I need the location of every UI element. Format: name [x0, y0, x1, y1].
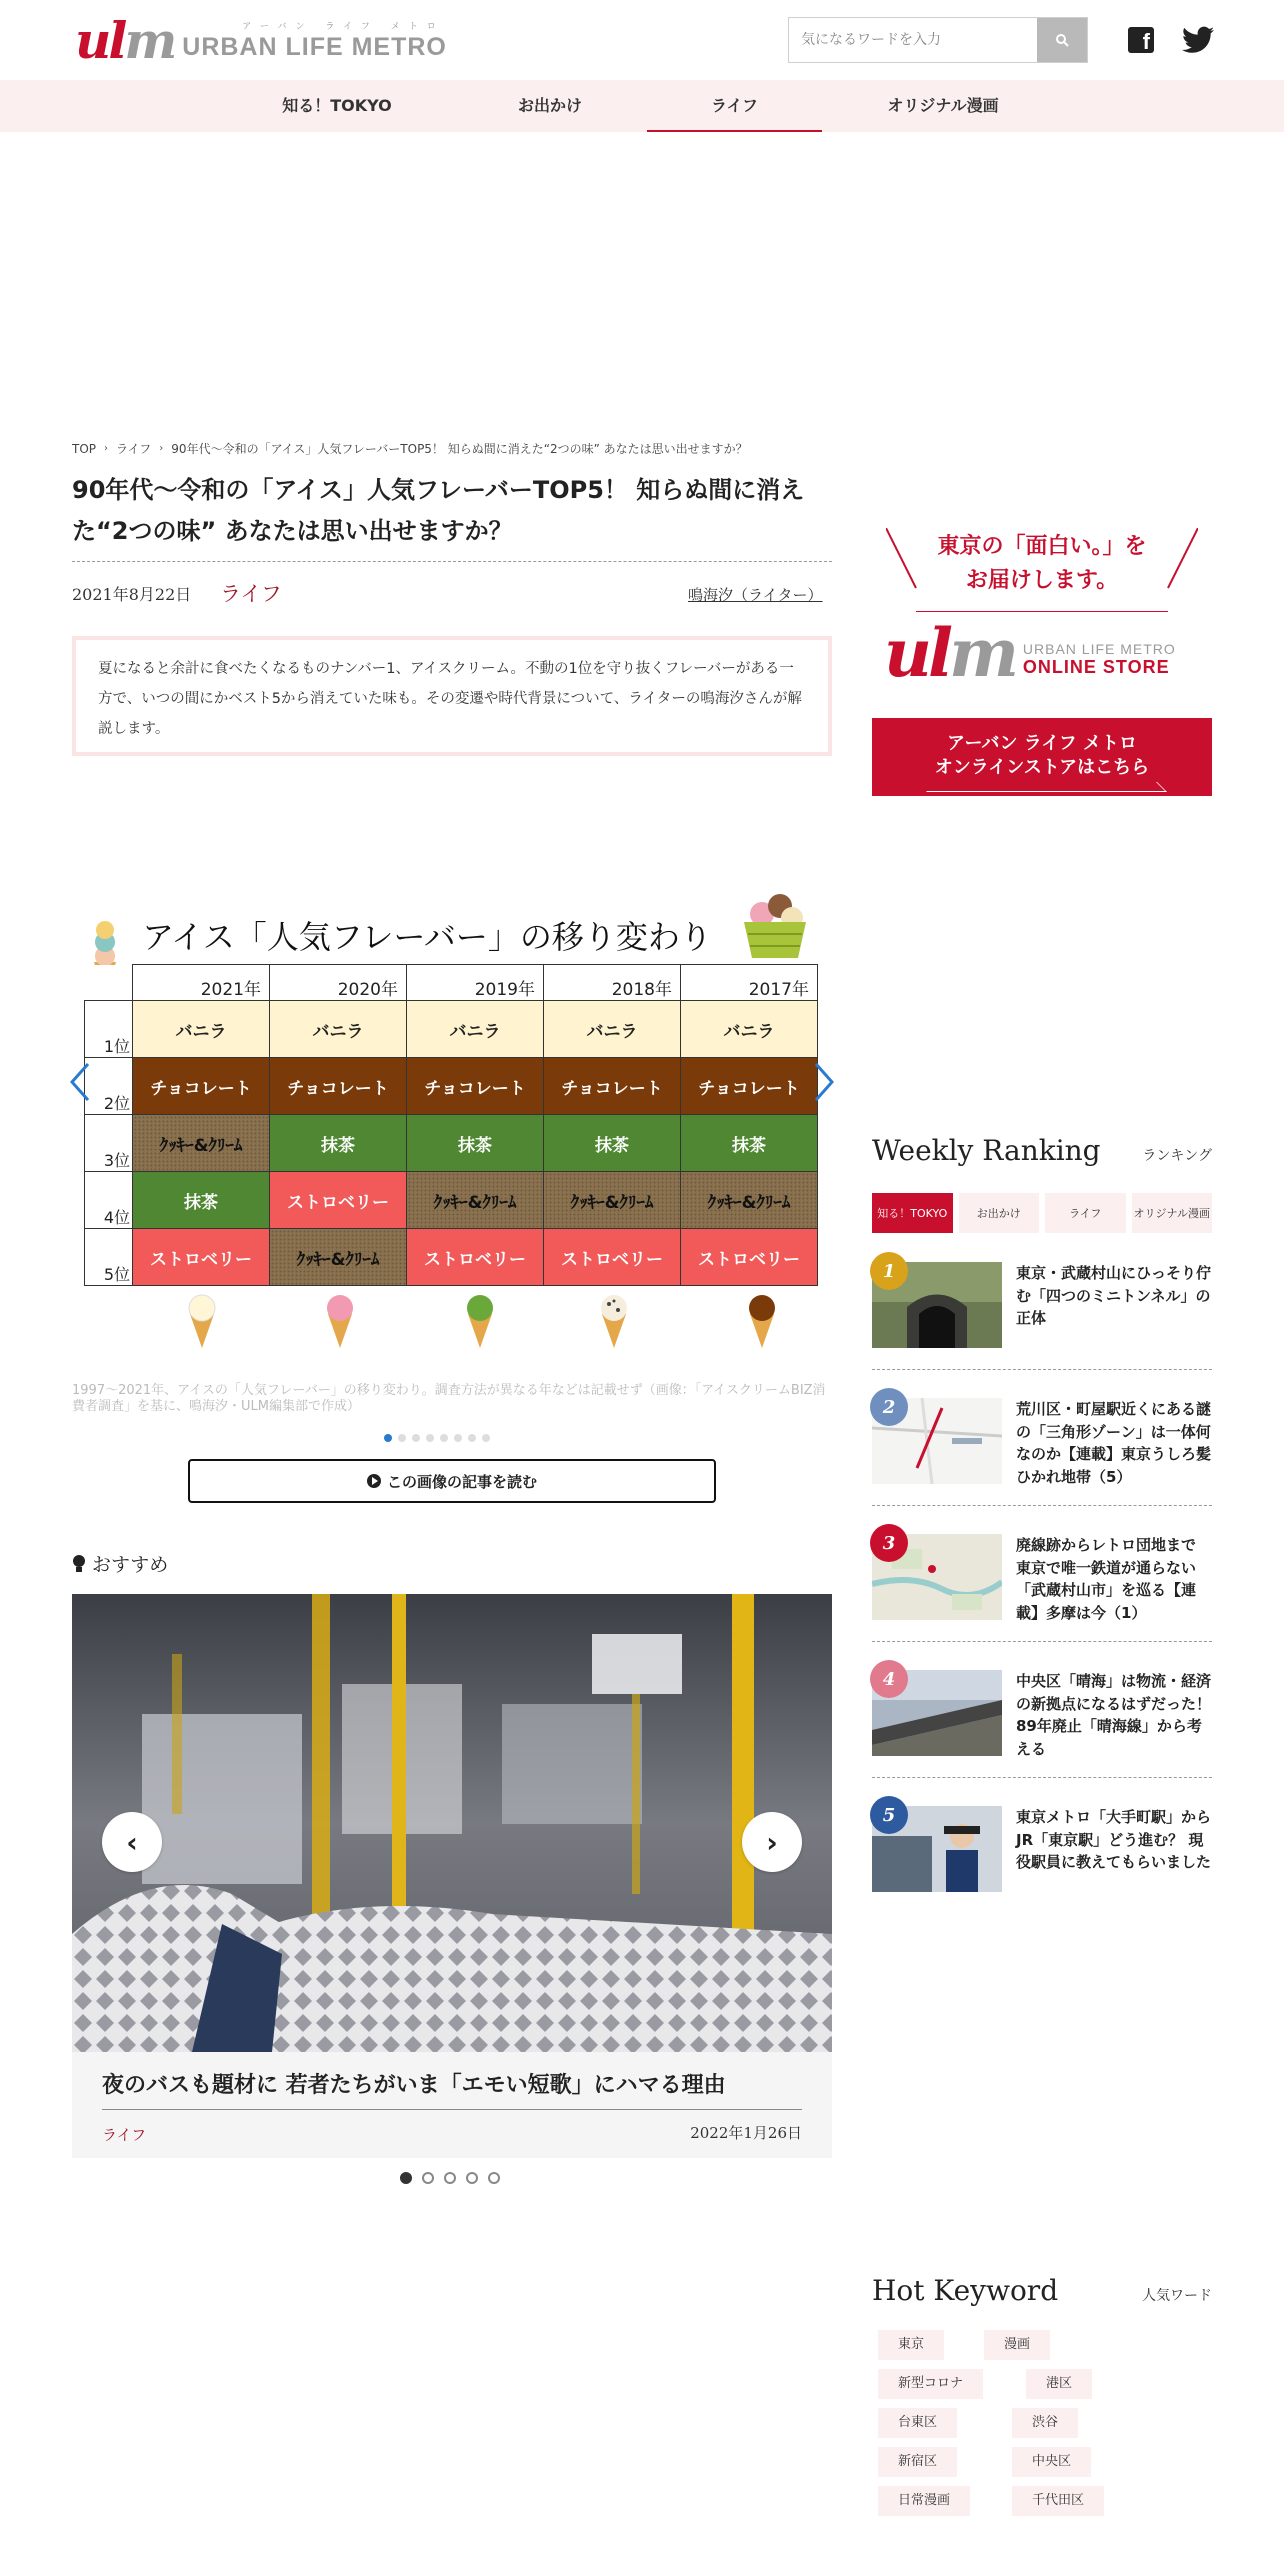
flavor-cell: バニラ — [133, 1001, 270, 1058]
year-header: 2019年 — [407, 965, 544, 1001]
flavor-cell: 抹茶 — [407, 1115, 544, 1172]
ranking-title[interactable]: 東京・武蔵村山にひっそり佇む「四つのミニトンネル」の正体 — [1016, 1264, 1212, 1327]
read-image-article-button[interactable] — [188, 1459, 716, 1503]
rank-label: 2位 — [85, 1058, 133, 1115]
rank-number: 3 — [870, 1524, 908, 1562]
table-header-row — [85, 965, 818, 1001]
keyword-tag[interactable]: 台東区 — [878, 2408, 957, 2438]
site-logo[interactable] — [75, 11, 447, 70]
ranking-title[interactable]: 中央区「晴海」は物流・経済の新拠点になるはずだった！ 89年廃止「晴海線」から考える — [1016, 1672, 1212, 1758]
carousel-dot[interactable] — [384, 1434, 392, 1442]
logo-mark: ulm — [75, 11, 175, 70]
search-input[interactable] — [789, 18, 1037, 62]
online-store-button[interactable] — [872, 718, 1212, 796]
rank-label: 3位 — [85, 1115, 133, 1172]
strawberry-cone-icon — [320, 1292, 360, 1350]
ranking-item[interactable] — [872, 1250, 1212, 1370]
carousel-dot[interactable] — [422, 2172, 434, 2184]
chevron-left-icon: ‹ — [126, 1825, 138, 1859]
flavor-cell: 抹茶 — [681, 1115, 818, 1172]
flavor-cell: バニラ — [407, 1001, 544, 1058]
table-row — [85, 1172, 818, 1229]
ranking-item[interactable] — [872, 1386, 1212, 1506]
carousel-dot[interactable] — [426, 1434, 434, 1442]
rank-label: 4位 — [85, 1172, 133, 1229]
year-header: 2017年 — [681, 965, 818, 1001]
arrow-underline-icon — [917, 782, 1167, 792]
flavor-cell: バニラ — [681, 1001, 818, 1058]
ranking-tab-life[interactable]: ライフ — [1045, 1193, 1126, 1233]
flavor-cell: ｸｯｷｰ&ｸﾘｰﾑ — [407, 1172, 544, 1229]
flavor-cell: ストロベリー — [544, 1229, 681, 1286]
ranking-tab-odekake[interactable]: お出かけ — [959, 1193, 1040, 1233]
carousel-dot[interactable] — [482, 1434, 490, 1442]
recommend-photo — [72, 1594, 832, 2052]
chocolate-cone-icon — [742, 1292, 782, 1350]
ranking-item[interactable] — [872, 1522, 1212, 1642]
recommend-carousel-dots — [400, 2172, 500, 2184]
flavor-cell: 抹茶 — [270, 1115, 407, 1172]
flavor-ranking-table — [84, 964, 818, 1286]
online-store-ad[interactable] — [872, 520, 1212, 800]
carousel-dot[interactable] — [400, 2172, 412, 2184]
carousel-dot[interactable] — [412, 1434, 420, 1442]
keyword-heading — [872, 2274, 1212, 2307]
article-date: 2021年8月22日 — [72, 585, 192, 604]
recommend-category[interactable]: ライフ — [102, 2126, 147, 2144]
carousel-dot[interactable] — [444, 2172, 456, 2184]
keyword-tag[interactable]: 漫画 — [984, 2330, 1050, 2360]
flavor-cell: ストロベリー — [681, 1229, 818, 1286]
article-category-link[interactable]: ライフ — [220, 582, 282, 606]
flavor-cell: バニラ — [270, 1001, 407, 1058]
flavor-cell: バニラ — [544, 1001, 681, 1058]
article-image — [72, 880, 832, 1300]
table-row — [85, 1229, 818, 1286]
recommend-heading — [72, 1550, 168, 1577]
ranking-item[interactable] — [872, 1794, 1212, 1914]
ranking-title[interactable]: 東京メトロ「大手町駅」からJR「東京駅」どう進む？ 現役駅員に教えてもらいました — [1016, 1808, 1212, 1871]
ranking-item[interactable] — [872, 1658, 1212, 1778]
rank-label: 1位 — [85, 1001, 133, 1058]
lightbulb-icon — [72, 1554, 86, 1574]
vanilla-cone-icon — [182, 1292, 222, 1350]
flavor-cell: チョコレート — [681, 1058, 818, 1115]
breadcrumb-top[interactable]: TOP — [72, 441, 97, 456]
figure-title: アイス「人気フレーバー」の移り変わり — [142, 918, 712, 956]
read-button-label: この画像の記事を読む — [386, 1472, 537, 1491]
nav-item-odekake[interactable]: お出かけ — [517, 96, 582, 115]
table-row — [85, 1001, 818, 1058]
store-copy-line1: 東京の「面白い。」を — [937, 534, 1147, 559]
bus-interior-photo — [72, 1594, 832, 2052]
nav-item-shiru-tokyo[interactable]: 知る！TOKYO — [282, 96, 392, 115]
year-header: 2020年 — [270, 965, 407, 1001]
search-box — [788, 17, 1088, 63]
store-logo-line1: URBAN LIFE METRO — [1022, 641, 1176, 657]
ranking-heading — [872, 1134, 1212, 1167]
flavor-cell: ｸｯｷｰ&ｸﾘｰﾑ — [133, 1115, 270, 1172]
keyword-tag[interactable]: 日常漫画 — [878, 2486, 970, 2516]
chevron-right-icon: › — [104, 443, 109, 454]
breadcrumb — [72, 440, 748, 457]
year-header: 2021年 — [133, 965, 270, 1001]
store-button-line2: オンラインストアはこちら — [934, 757, 1150, 778]
logo-name: URBAN LIFE METRO — [182, 33, 447, 61]
keyword-tag[interactable]: 港区 — [1026, 2369, 1092, 2399]
table-row — [85, 1058, 818, 1115]
keyword-heading-en: Hot Keyword — [872, 2274, 1059, 2307]
recommend-date: 2022年1月26日 — [690, 2124, 802, 2142]
ranking-heading-en: Weekly Ranking — [872, 1134, 1101, 1167]
site-header — [0, 0, 1284, 80]
ranking-tab-original-manga[interactable]: オリジナル漫画 — [1132, 1193, 1213, 1233]
flavor-cell: ｸｯｷｰ&ｸﾘｰﾑ — [270, 1229, 407, 1286]
keyword-tag[interactable]: 渋谷 — [1012, 2408, 1078, 2438]
ranking-title[interactable]: 荒川区・町屋駅近くにある謎の「三角形ゾーン」は一体何なのか【連載】東京うしろ髪ひかれ地帯（5） — [1016, 1400, 1212, 1486]
image-caption: 1997～2021年、アイスの「人気フレーバー」の移り変わり。調査方法が異なる年などは記載せず（画像：「アイスクリームBIZ消費者調査」を基に、鳴海汐・ULM編集部で作成） — [72, 1383, 826, 1414]
nav-item-life[interactable]: ライフ — [647, 80, 822, 132]
recommend-prev-button[interactable] — [102, 1812, 162, 1872]
flavor-cell: チョコレート — [133, 1058, 270, 1115]
nav-item-original-manga[interactable]: オリジナル漫画 — [887, 96, 999, 115]
flavor-cell: ｸｯｷｰ&ｸﾘｰﾑ — [681, 1172, 818, 1229]
keyword-tag[interactable]: 千代田区 — [1012, 2486, 1104, 2516]
rank-number: 5 — [870, 1796, 908, 1834]
flavor-cell: チョコレート — [270, 1058, 407, 1115]
flavor-cell: ストロベリー — [270, 1172, 407, 1229]
cookie-cream-cone-icon — [594, 1292, 634, 1350]
ranking-title[interactable]: 廃線跡からレトロ団地まで 東京で唯一鉄道が通らない「武蔵村山市」を巡る【連載】多摩は今（1） — [1016, 1536, 1197, 1622]
facebook-icon[interactable]: f — [1128, 27, 1154, 53]
carousel-dot[interactable] — [454, 1434, 462, 1442]
table-row — [85, 1115, 818, 1172]
recommend-next-button[interactable] — [742, 1812, 802, 1872]
main-nav — [0, 80, 1284, 132]
breadcrumb-life[interactable]: ライフ — [116, 442, 152, 456]
carousel-dot[interactable] — [398, 1434, 406, 1442]
store-logo-line2: ONLINE STORE — [1022, 657, 1170, 677]
chevron-right-icon: › — [159, 443, 164, 454]
carousel-dot[interactable] — [440, 1434, 448, 1442]
flavor-cell: 抹茶 — [133, 1172, 270, 1229]
rank-number: 4 — [870, 1660, 908, 1698]
ranking-tabs — [872, 1193, 1212, 1233]
circle-arrow-icon — [367, 1474, 381, 1488]
flavor-cell: チョコレート — [407, 1058, 544, 1115]
image-prev-arrow-icon[interactable] — [70, 1062, 90, 1102]
rank-number: 2 — [870, 1388, 908, 1426]
search-button[interactable] — [1037, 18, 1087, 62]
keyword-tag[interactable]: 新型コロナ — [878, 2369, 983, 2399]
article-author-link[interactable]: 鳴海汐（ライター） — [688, 586, 823, 604]
flavor-cell: 抹茶 — [544, 1115, 681, 1172]
flavor-cell: ｸｯｷｰ&ｸﾘｰﾑ — [544, 1172, 681, 1229]
recommend-card[interactable] — [72, 1594, 832, 2158]
year-header: 2018年 — [544, 965, 681, 1001]
title-divider — [72, 561, 832, 562]
matcha-cone-icon — [460, 1292, 500, 1350]
ice-cream-basket-icon — [740, 892, 810, 960]
recommend-title[interactable]: 夜のバスも題材に 若者たちがいま「エモい短歌」にハマる理由 — [102, 2068, 802, 2110]
rank-label: 5位 — [85, 1229, 133, 1286]
store-copy-line2: お届けします。 — [965, 568, 1119, 593]
search-icon — [1055, 33, 1069, 47]
chevron-right-icon: › — [766, 1825, 778, 1859]
flavor-cell: チョコレート — [544, 1058, 681, 1115]
keyword-heading-jp: 人気ワード — [1142, 2288, 1212, 2304]
store-button-line1: アーバン ライフ メトロ — [946, 733, 1137, 754]
keyword-tag[interactable]: 中央区 — [1012, 2447, 1091, 2477]
logo-kana: アーバン ライフ メトロ — [242, 22, 445, 32]
ranking-tab-shiru-tokyo[interactable]: 知る！TOKYO — [872, 1193, 953, 1233]
article-lead: 夏になると余計に食べたくなるものナンバー1、アイスクリーム。不動の1位を守り抜くフレーバーがある一方で、いつの間にかベスト5から消えていた味も。その変遷や時代背景について、ライターの鳴海汐さんが解説します。 — [72, 636, 832, 756]
rank-number: 1 — [870, 1252, 908, 1290]
carousel-dot[interactable] — [488, 2172, 500, 2184]
carousel-dot[interactable] — [468, 1434, 476, 1442]
ranking-heading-jp: ランキング — [1142, 1148, 1212, 1164]
twitter-icon[interactable] — [1182, 26, 1214, 54]
keyword-tag[interactable]: 新宿区 — [878, 2447, 957, 2477]
recommend-heading-label: おすすめ — [92, 1554, 169, 1576]
store-logo: ulm URBAN LIFE METRO ONLINE STORE — [884, 614, 1176, 692]
image-next-arrow-icon[interactable] — [814, 1062, 834, 1102]
breadcrumb-current: 90年代～令和の「アイス」人気フレーバーTOP5！ 知らぬ間に消えた“2つの味” あなたは思い出せますか？ — [171, 442, 748, 456]
image-carousel-dots — [384, 1434, 490, 1442]
carousel-dot[interactable] — [466, 2172, 478, 2184]
flavor-cell: ストロベリー — [133, 1229, 270, 1286]
page-title: 90年代～令和の「アイス」人気フレーバーTOP5！ 知らぬ間に消えた“2つの味” あなたは思い出せますか？ — [72, 476, 805, 545]
flavor-cell: ストロベリー — [407, 1229, 544, 1286]
keyword-tag[interactable]: 東京 — [878, 2330, 944, 2360]
